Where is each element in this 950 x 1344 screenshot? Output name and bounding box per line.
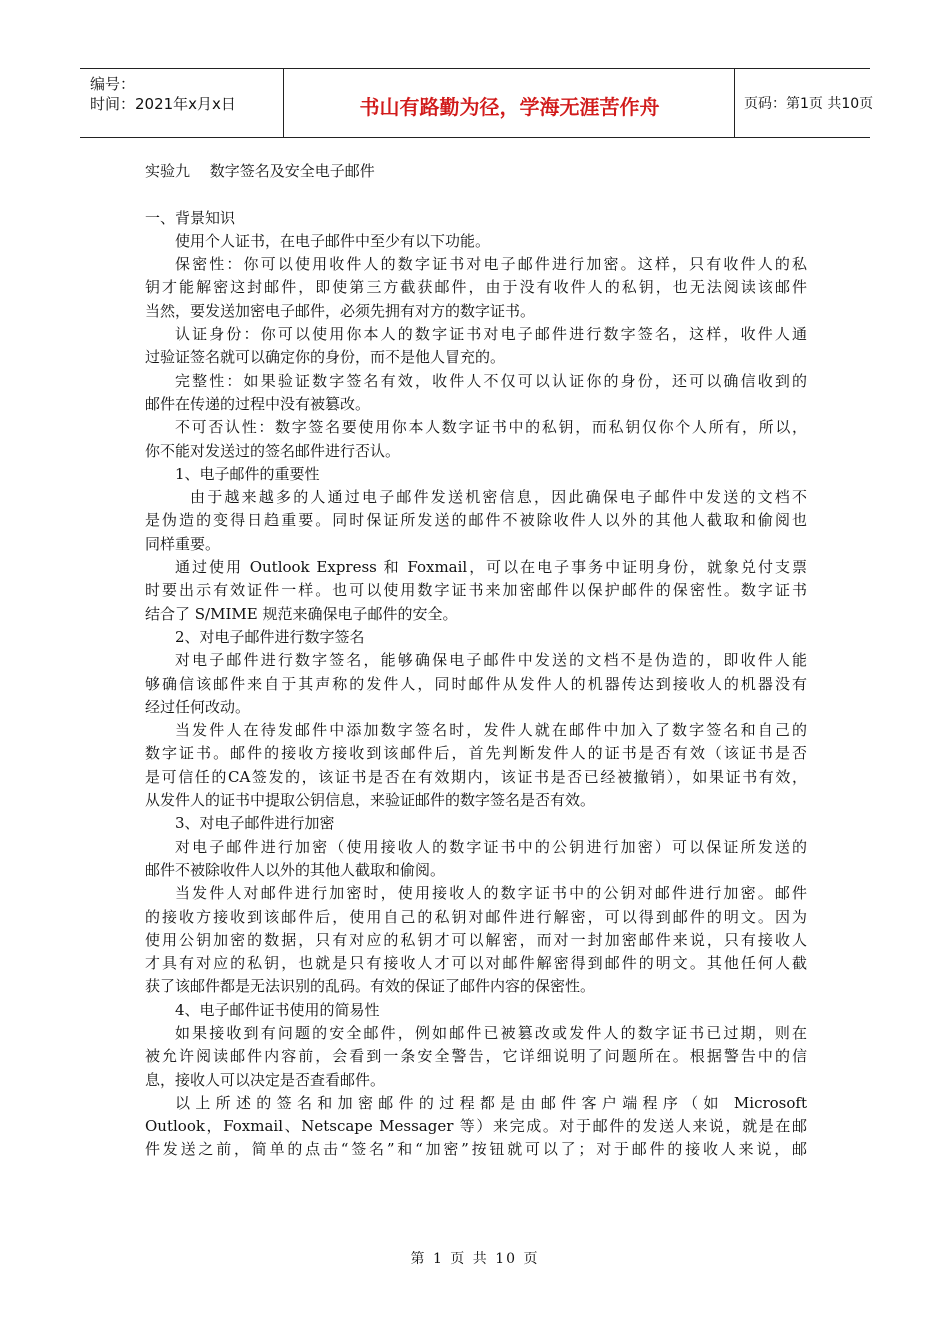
paragraph-line: 时要出示有效证件一样。也可以使用数字证书来加密邮件以保护邮件的保密性。数字证书 [145,581,807,600]
paragraph-line: 当发件人在待发邮件中添加数字签名时，发件人就在邮件中加入了数字签名和自己的 [175,721,807,740]
paragraph-line: 对电子邮件进行加密（使用接收人的数字证书中的公钥进行加密）可以保证所发送的 [175,837,807,856]
paragraph-line: 完整性：如果验证数字签名有效，收件人不仅可以认证你的身份，还可以确信收到的 [175,371,807,390]
subsection-heading: 4、电子邮件证书使用的简易性 [175,1000,380,1019]
paragraph-line: 经过任何改动。 [145,697,251,716]
paragraph-line: 的接收方接收到该邮件后，使用自己的私钥对邮件进行解密，可以得到邮件的明文。因为 [145,907,807,926]
header-motto-cell [285,69,735,137]
paragraph-line: 邮件不被除收件人以外的其他人截取和偷阅。 [145,860,446,879]
header-page-info: 页码：第1页 共10页 [744,96,874,112]
paragraph-line: 对电子邮件进行数字签名，能够确保电子邮件中发送的文档不是伪造的，即收件人能 [175,651,807,670]
page-footer: 第 1 页 共 10 页 [410,1251,540,1267]
subsection-heading: 1、电子邮件的重要性 [175,464,320,483]
paragraph-line: 以上所述的签名和加密邮件的过程都是由邮件客户端程序（如 Microsoft [175,1093,807,1112]
document-number: 编号： [90,75,136,93]
paragraph-line: 认证身份：你可以使用你本人的数字证书对电子邮件进行数字签名，这样，收件人通 [175,325,807,344]
paragraph-line: 过验证签名就可以确定你的身份，而不是他人冒充的。 [145,348,506,367]
paragraph-line: 获了该邮件都是无法识别的乱码。有效的保证了邮件内容的保密性。 [145,977,596,996]
section-heading: 一、背景知识 [145,208,236,227]
paragraph-line: 当发件人对邮件进行加密时，使用接收人的数字证书中的公钥对邮件进行加密。邮件 [175,884,807,903]
paragraph-line: 才具有对应的私钥，也就是只有接收人才可以对邮件解密得到邮件的明文。其他任何人截 [145,954,807,973]
paragraph-line: 使用个人证书，在电子邮件中至少有以下功能。 [175,231,491,250]
header-meta-cell [80,69,284,137]
document-date: 时间：2021年x月x日 [90,95,236,113]
paragraph-line: 是伪造的变得日趋重要。同时保证所发送的邮件不被除收件人以外的其他人截取和偷阅也 [145,511,807,530]
paragraph-line: 如果接收到有问题的安全邮件，例如邮件已被篡改或发件人的数字证书已过期，则在 [175,1023,807,1042]
paragraph-line: 够确信该邮件来自于其声称的发件人，同时邮件从发件人的机器传达到接收人的机器没有 [145,674,807,693]
subsection-heading: 3、对电子邮件进行加密 [175,814,335,833]
document-title: 实验九 数字签名及安全电子邮件 [145,162,375,180]
paragraph-line: 是可信任的CA签发的，该证书是否在有效期内，该证书是否已经被撤销），如果证书有效， [145,767,807,786]
paragraph-line: 件发送之前，简单的点击“签名”和“加密”按钮就可以了；对于邮件的接收人来说，邮 [145,1140,807,1159]
paragraph-line: 同样重要。 [145,534,221,553]
paragraph-line: 通过使用 Outlook Express 和 Foxmail，可以在电子事务中证明身份，就象兑付支票 [175,558,807,577]
paragraph-line: 结合了 S/MIME 规范来确保电子邮件的安全。 [145,604,458,623]
paragraph-line: 邮件在传递的过程中没有被篡改。 [145,394,371,413]
paragraph-line: 保密性：你可以使用收件人的数字证书对电子邮件进行加密。这样，只有收件人的私 [175,255,807,274]
paragraph-line: 不可否认性：数字签名要使用你本人数字证书中的私钥，而私钥仅你个人所有，所以， [175,418,807,437]
paragraph-line: 钥才能解密这封邮件，即使第三方截获邮件，由于没有收件人的私钥，也无法阅读该邮件 [145,278,807,297]
paragraph-line: 使用公钥加密的数据，只有对应的私钥才可以解密，而对一封加密邮件来说，只有接收人 [145,930,807,949]
page-header [80,68,874,138]
paragraph-line: 被允许阅读邮件内容前，会看到一条安全警告，它详细说明了问题所在。根据警告中的信 [145,1047,807,1066]
header-motto: 书山有路勤为径，学海无涯苦作舟 [359,95,660,119]
header-page-cell [736,69,874,137]
paragraph-line: Outlook，Foxmail、Netscape Messager 等）来完成。对于邮件的发送人来说，就是在邮 [145,1117,807,1136]
paragraph-line: 从发件人的证书中提取公钥信息，来验证邮件的数字签名是否有效。 [145,791,596,810]
paragraph-line: 数字证书。邮件的接收方接收到该邮件后，首先判断发件人的证书是否有效（该证书是否 [145,744,807,763]
document-body [145,160,807,1162]
subsection-heading: 2、对电子邮件进行数字签名 [175,627,365,646]
paragraph-line: 息，接收人可以决定是否查看邮件。 [145,1070,386,1089]
paragraph-line: 你不能对发送过的签名邮件进行否认。 [145,441,401,460]
paragraph-line: 由于越来越多的人通过电子邮件发送机密信息，因此确保电子邮件中发送的文档不 [190,488,807,507]
paragraph-line: 当然，要发送加密电子邮件，必须先拥有对方的数字证书。 [145,301,536,320]
